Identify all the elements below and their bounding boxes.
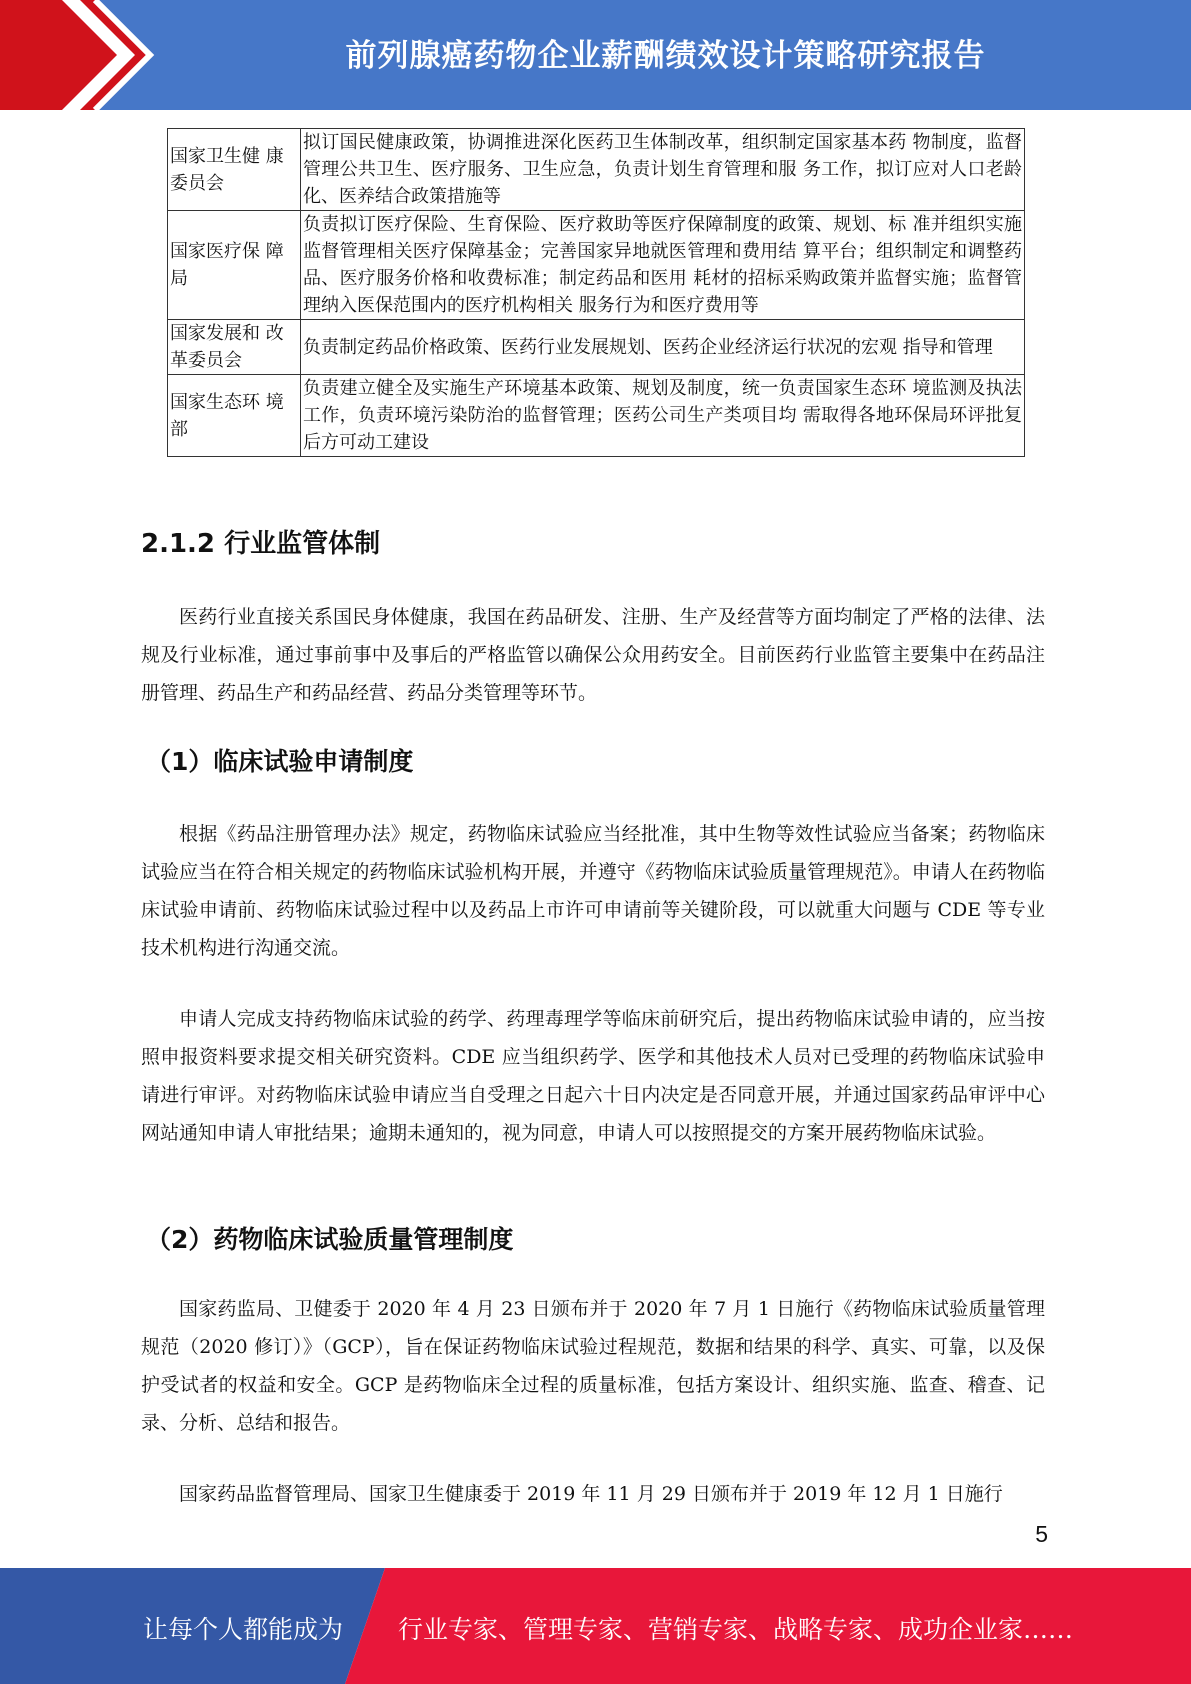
subsection-heading-2: （2）药物临床试验质量管理制度 <box>146 1225 514 1254</box>
page-number: 5 <box>1035 1521 1048 1547</box>
page-footer <box>0 1568 1191 1684</box>
paragraph-clinical-application-2: 申请人完成支持药物临床试验的药学、药理毒理学等临床前研究后，提出药物临床试验申请的，应当按照申报资料要求提交相关研究资料。CDE 应当组织药学、医学和其他技术人员对已受理的药物临床试验申请进行审评。对药物临床试验申请应当自受理之日起六十日内决定是否同意开展，并通过国家药品审评中心网站通知申请人审批结果；逾期未通知的，视为同意，申请人可以按照提交的方案开展药物临床试验。 <box>141 1008 1045 1144</box>
footer-slogan-left: 让每个人都能成为 <box>143 1615 344 1644</box>
duty-cell: 负责制定药品价格政策、医药行业发展规划、医药企业经济运行状况的宏观 指导和管理 <box>301 320 1025 375</box>
section-heading: 2.1.2 行业监管体制 <box>141 529 381 559</box>
duty-cell: 负责建立健全及实施生产环境基本政策、规划及制度，统一负责国家生态环 境监测及执法工作，负责环境污染防治的监督管理；医药公司生产类项目均 需取得各地环保局环评批复后方可动工建设 <box>301 375 1025 457</box>
table-row <box>168 211 1025 320</box>
intro-paragraph: 医药行业直接关系国民身体健康，我国在药品研发、注册、生产及经营等方面均制定了严格的法律、法规及行业标准，通过事前事中及事后的严格监管以确保公众用药安全。目前医药行业监管主要集中在药品注册管理、药品生产和药品经营、药品分类管理等环节。 <box>141 606 1045 704</box>
page-header <box>0 0 1191 110</box>
duty-cell: 拟订国民健康政策，协调推进深化医药卫生体制改革，组织制定国家基本药 物制度，监督管理公共卫生、医疗服务、卫生应急，负责计划生育管理和服 务工作，拟订应对人口老龄化、医养结合政策措施等 <box>301 129 1025 211</box>
paragraph-gcp-2: 国家药品监督管理局、国家卫生健康委于 2019 年 11 月 29 日颁布并于 2019 年 12 月 1 日施行 <box>179 1483 1003 1505</box>
agency-cell: 国家生态环 境部 <box>168 375 301 457</box>
subsection-heading-1: （1）临床试验申请制度 <box>146 747 414 776</box>
agency-cell: 国家卫生健 康委员会 <box>168 129 301 211</box>
paragraph-gcp-1: 国家药监局、卫健委于 2020 年 4 月 23 日颁布并于 2020 年 7 月 1 日施行《药物临床试验质量管理规范（2020 修订）》（GCP），旨在保证药物临床试验过程规范，数据和结果的科学、真实、可靠，以及保护受试者的权益和安全。GCP 是药物临床全过程的质量标准，包括方案设计、组织实施、监查、稽查、记录、分析、总结和报告。 <box>141 1298 1045 1434</box>
table-row <box>168 320 1025 375</box>
report-title: 前列腺癌药物企业薪酬绩效设计策略研究报告 <box>345 38 986 74</box>
agency-cell: 国家发展和 改革委员会 <box>168 320 301 375</box>
agency-cell: 国家医疗保 障局 <box>168 211 301 320</box>
footer-slogan-right: 行业专家、管理专家、营销专家、战略专家、成功企业家…… <box>398 1615 1074 1644</box>
agency-table <box>167 128 1025 457</box>
table-row <box>168 375 1025 457</box>
duty-cell: 负责拟订医疗保险、生育保险、医疗救助等医疗保障制度的政策、规划、标 准并组织实施监督管理相关医疗保障基金；完善国家异地就医管理和费用结 算平台；组织制定和调整药品、医疗服务价格和收费标准；制定药品和医用 耗材的招标采购政策并监督实施；监督管理纳入医保范围内的医疗机构相关 服务行为和医疗费用等 <box>301 211 1025 320</box>
table-row <box>168 129 1025 211</box>
paragraph-clinical-application-1: 根据《药品注册管理办法》规定，药物临床试验应当经批准，其中生物等效性试验应当备案；药物临床试验应当在符合相关规定的药物临床试验机构开展，并遵守《药物临床试验质量管理规范》。申请人在药物临床试验申请前、药物临床试验过程中以及药品上市许可申请前等关键阶段，可以就重大问题与 CDE 等专业技术机构进行沟通交流。 <box>141 823 1045 959</box>
